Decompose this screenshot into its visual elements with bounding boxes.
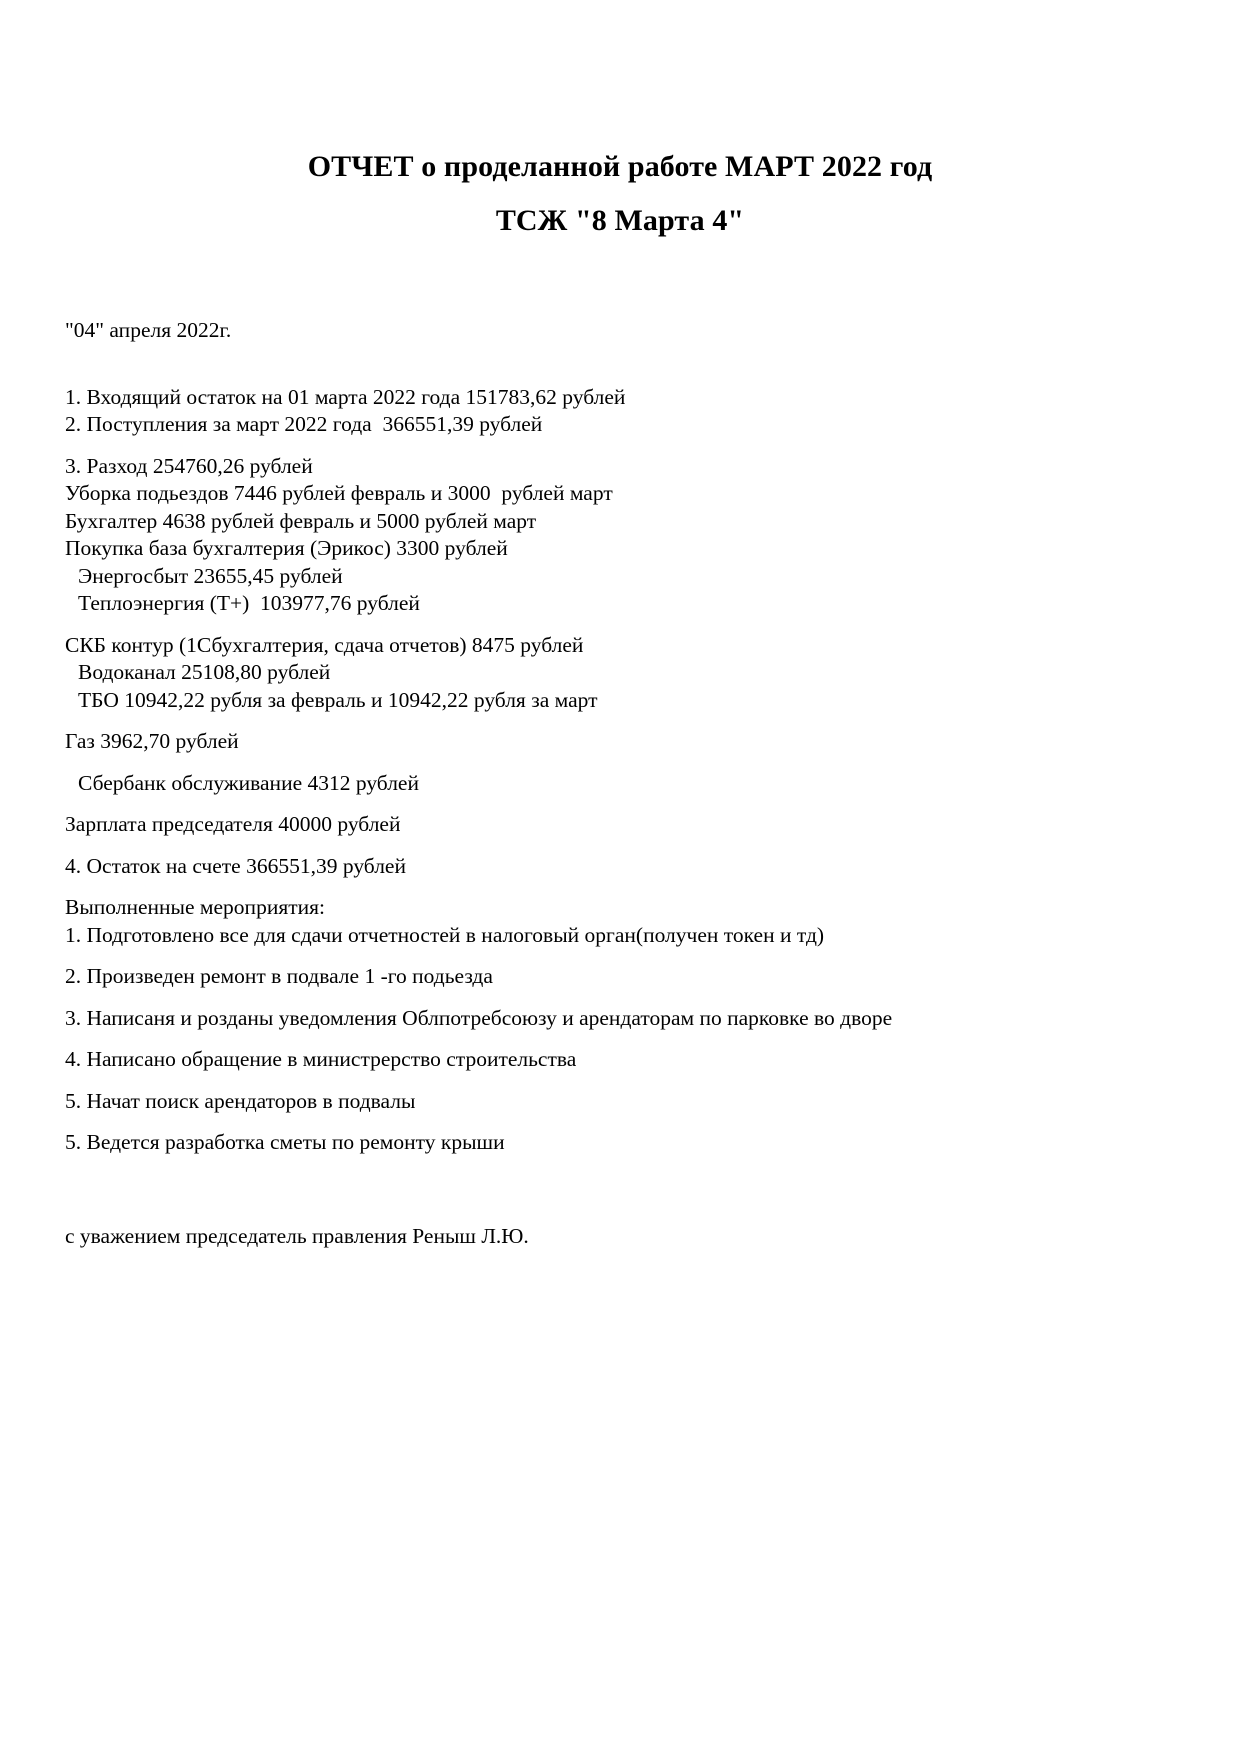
income-line: 2. Поступления за март 2022 года 366551,39 рублей (65, 412, 543, 436)
document-body (65, 320, 1180, 1247)
activity-item: 5. Ведется разработка сметы по ремонту крыши (65, 1130, 505, 1154)
title-line-secondary: ТСЖ "8 Марта 4" (495, 204, 745, 237)
activity-item: 5. Начат поиск арендаторов в подвалы (65, 1088, 416, 1113)
expense-item: Покупка база бухгалтерия (Эрикос) 3300 рублей (65, 536, 508, 560)
expense-item: Водоканал 25108,80 рублей (78, 660, 331, 684)
expense-item: Теплоэнергия (Т+) 103977,76 рублей (78, 591, 420, 615)
activity-item: 1. Подготовлено все для сдачи отчетностей в налоговый орган(получен токен и тд) (65, 922, 825, 947)
expense-item: Газ 3962,70 рублей (65, 729, 239, 753)
expense-item: Сбербанк обслуживание 4312 рублей (78, 770, 419, 795)
signature-block (65, 1223, 1180, 1248)
activity-item: 2. Произведен ремонт в подвале 1 -го подьезда (65, 964, 493, 988)
closing-balance-line: 4. Остаток на счете 366551,39 рублей (65, 853, 406, 878)
opening-balance-line: 1. Входящий остаток на 01 марта 2022 года 151783,62 рублей (65, 384, 626, 409)
expense-item: Энергосбыт 23655,45 рублей (78, 563, 343, 588)
expense-item: Бухгалтер 4638 рублей февраль и 5000 рублей март (65, 508, 537, 533)
expense-item: СКБ контур (1Сбухгалтерия, сдача отчетов) 8475 рублей (65, 632, 584, 657)
activity-item: 3. Написаня и розданы уведомления Облпотребсоюзу и арендаторам по парковке во дворе (65, 1005, 893, 1030)
signature-line: с уважением председатель правления Реныш Л.Ю. (65, 1223, 529, 1248)
expense-item: Уборка подьездов 7446 рублей февраль и 3000 рублей март (65, 481, 613, 505)
title-line-primary: ОТЧЕТ о проделанной работе МАРТ 2022 год (307, 150, 933, 183)
expense-item: Зарплата председателя 40000 рублей (65, 812, 401, 836)
document-date: "04" апреля 2022г. (65, 318, 232, 342)
document-title (0, 152, 1240, 236)
expense-total-line: 3. Разход 254760,26 рублей (65, 453, 313, 478)
expense-item: ТБО 10942,22 рубля за февраль и 10942,22 рубля за март (78, 687, 598, 712)
spacer (65, 342, 1180, 387)
activities-heading: Выполненные мероприятия: (65, 895, 325, 919)
activity-item: 4. Написано обращение в министрерство строительства (65, 1047, 577, 1071)
